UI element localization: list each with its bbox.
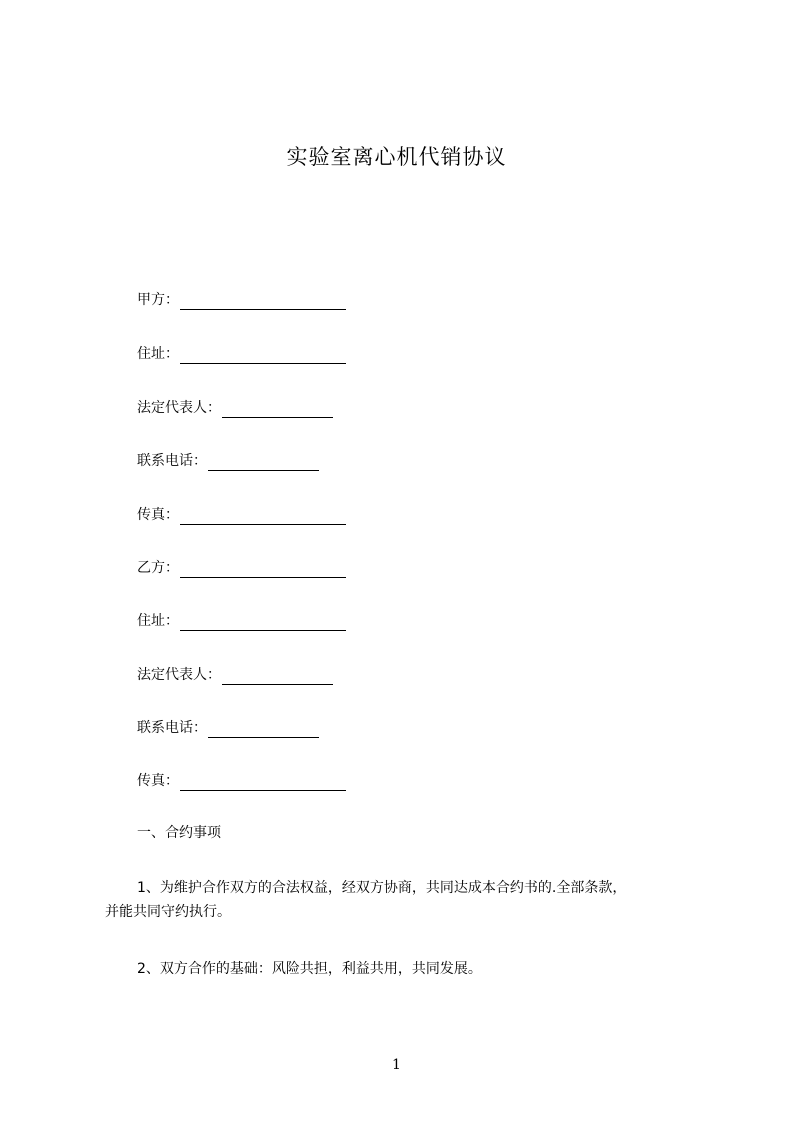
- party-a-address-blank: [180, 347, 346, 364]
- document-title: 实验室离心机代销协议: [286, 145, 507, 169]
- party-a-fax-label: 传真：: [137, 507, 179, 523]
- party-b-name-field: [137, 558, 346, 578]
- party-b-name-blank: [180, 561, 346, 578]
- party-b-name-label: 乙方：: [137, 560, 179, 576]
- clause-1: [105, 876, 695, 924]
- party-b-fax-blank: [180, 774, 346, 791]
- clause-2: [105, 957, 695, 981]
- party-b-address-field: [137, 611, 346, 631]
- party-b-address-blank: [180, 614, 346, 631]
- clause-1-line-2: 并能共同守约执行。: [105, 904, 231, 920]
- clause-1-line-1: [105, 876, 695, 900]
- party-b-fax-field: [137, 771, 346, 791]
- party-a-fax-blank: [180, 508, 346, 525]
- party-a-name-blank: [180, 293, 346, 310]
- party-a-address-field: [137, 344, 346, 364]
- clause-1-line-1-text: 1、为维护合作双方的合法权益，经双方协商，共同达成本合约书的.全部条款，: [137, 880, 627, 896]
- party-a-fax-field: [137, 505, 346, 525]
- party-a-phone-blank: [208, 454, 319, 471]
- party-a-legal-rep-blank: [222, 401, 333, 418]
- party-a-name-label: 甲方：: [137, 292, 179, 308]
- party-b-phone-blank: [208, 721, 319, 738]
- party-a-legal-rep-label: 法定代表人：: [137, 400, 221, 416]
- party-a-name-field: [137, 290, 346, 310]
- party-b-legal-rep-blank: [222, 668, 333, 685]
- party-b-fax-label: 传真：: [137, 773, 179, 789]
- party-a-legal-rep-field: [137, 398, 333, 418]
- party-b-legal-rep-label: 法定代表人：: [137, 667, 221, 683]
- party-a-phone-field: [137, 451, 319, 471]
- party-b-phone-field: [137, 718, 319, 738]
- party-b-phone-label: 联系电话：: [137, 720, 207, 736]
- page-number: 1: [392, 1057, 401, 1073]
- party-a-phone-label: 联系电话：: [137, 453, 207, 469]
- party-b-legal-rep-field: [137, 665, 333, 685]
- section-heading: 一、合约事项: [137, 825, 221, 841]
- clause-2-text: 2、双方合作的基础：风险共担，利益共用，共同发展。: [137, 961, 482, 977]
- party-b-address-label: 住址：: [137, 613, 179, 629]
- party-a-address-label: 住址：: [137, 346, 179, 362]
